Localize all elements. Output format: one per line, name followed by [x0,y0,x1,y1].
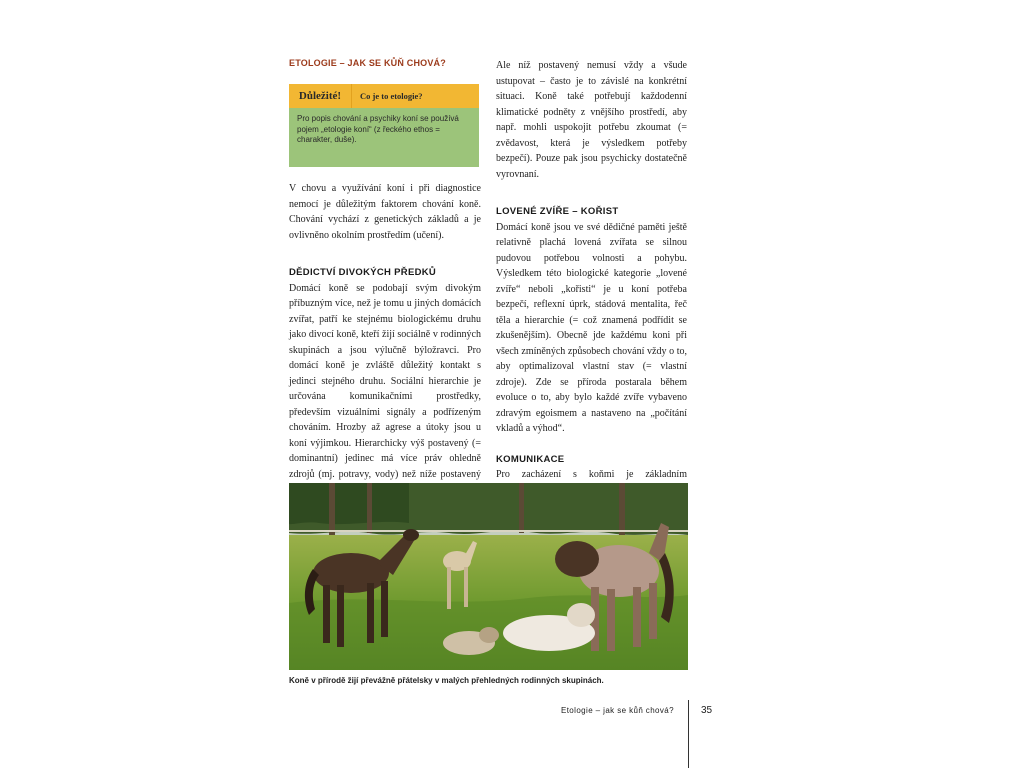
heading-communication: KOMUNIKACE [496,453,565,465]
right-column [496,58,687,514]
info-box-question: Co je to etologie? [360,91,423,101]
info-box-body: Pro popis chování a psychiky koní se používá pojem „etologie koní“ (z řeckého ethos = charakter, duše). [289,108,479,167]
horses-in-meadow-photo-icon [289,483,688,670]
heading-prey-animal: LOVENÉ ZVÍŘE – KOŘIST [496,206,619,217]
prey-animal-paragraph: Domácí koně jsou ve své dědičné paměti ještě relativně plachá lovená zvířata se silnou pudovou potřebou volnosti a pohybu. Výsledkem této biologické kategorie „lovené zvíře“ neboli „kořisti“ je u koní potřeba bezpečí, reflexní úprk, stádová mentalita, řeč těla a hierarchie (= což znamená podřídit se zkušenějším). Obecně jde každému koni při všech zmíněných způsobech chování vždy o to, aby optimalizoval vlastní stav (= vlastní zdroje). Zde se příroda postarala během evoluce o to, aby bylo každé zvíře vybaveno zdravým egoismem a nastaveno na „počítání vkladů a výhod“. [496,221,687,434]
photo-caption: Koně v přírodě žijí převážně přátelsky v malých přehledných rodinných skupinách. [289,676,604,685]
heading-heritage: DĚDICTVÍ DIVOKÝCH PŘEDKŮ [289,267,437,278]
info-box-header [289,84,479,108]
left-column [289,181,481,498]
heritage-paragraph: Domácí koně se podobají svým divokým příbuzným více, než je tomu u jiných domácích zvířat, patří ke stejnému biologickému druhu jako divocí koně, kteří žijí sociálně v rodinných skupinách a jsou výlučně býložravci. Pro domácí koně je zvláště důležitý kontakt s jedinci stejného druhu. Sociální hierarchie je určována komunikačními prostředky, především vizuálními signály a podřízeným chováním. Hrozby až agrese a útoky jsou u koní výjimkou. Hierarchicky výš postavený (= dominantní) jedinec má více práv ohledně zdrojů (mj. potravy, vody) než níže postavený [289,282,481,480]
communication-paragraph: Pro zacházení s koňmi je základním [496,469,687,480]
intro-paragraph: V chovu a využívání koní i při diagnostice nemocí je důležitým faktorem chování koně. Chování vychází z genetických základů a je ovlivněno okolním prostředím (učení). [289,183,481,241]
section-heading: ETOLOGIE – JAK SE KŮŇ CHOVÁ? [289,58,446,68]
horses-photo [289,483,688,670]
info-box-tag: Důležité! [289,84,352,108]
page-number: 35 [701,705,713,716]
info-box [289,84,479,167]
continuation-paragraph: Ale níž postavený nemusí vždy a všude ustupovat – často je to závislé na konkrétní situaci. Koně také potřebují každodenní klimatické podněty z vnějšího prostředí, aby např. mohli uspokojit potřebu zkoumat (= zvědavost, která je výsledkem potřeby bezpečí). Pouze pak jsou psychicky dostatečně vyrovnaní. [496,60,687,180]
running-title: Etologie – jak se kůň chová? [560,706,674,715]
footer-divider [688,700,689,768]
